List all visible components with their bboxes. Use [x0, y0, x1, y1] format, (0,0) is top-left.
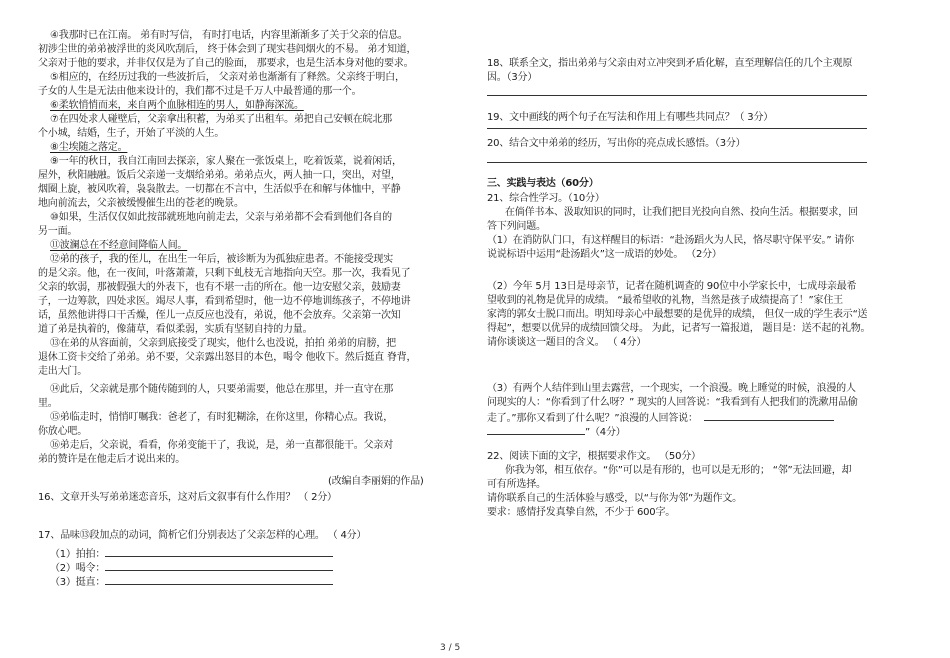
- question-22-body-2: 可有所选择。: [487, 479, 546, 490]
- question-18-line-2: 因。（3分）: [487, 72, 538, 83]
- para-9-line-2: 屋外，秋阳融融。饭后父亲递一支烟给弟弟。弟弟点火，两人抽一口，突出，对望，: [38, 170, 401, 181]
- para-14-line-1: ⑭此后，父亲就是那个随传随到的人，只要弟需要，他总在那里，并一直守在那: [50, 384, 393, 395]
- question-17: 17、品味⑬段加点的动词，简析它们分别表达了父亲怎样的心理。 （ 4分）: [38, 530, 367, 541]
- para-12-line-2: 的是父亲。他，在一夜间，叶落萧萧，只剩下虬枝无言地指向天空。那一次，我看见了: [38, 268, 411, 279]
- question-21-1-line-1: （1）在消防队门口，有这样醒目的标语：“赴汤蹈火为人民，恪尽职守保平安。” 请你: [487, 235, 854, 246]
- para-4-line-3: 父亲对于他的要求，并非仅仅是为了自己的脸面， 那要求，也是生活本身对他的要求。: [38, 58, 414, 69]
- para-15-line-1: ⑮弟临走时，悄悄叮嘱我：爸老了，有时犯糊涂，在你这里，你精心点。我说，: [50, 412, 393, 423]
- answer-blank-21-3a[interactable]: [704, 411, 834, 421]
- para-12-line-4: 子，一边筹款，四处求医。竭尽人事，看到希望时，他一边不停地训练孩子，不停地讲: [38, 296, 411, 307]
- para-12-line-6: 道了弟是执着的，像蒲草，看似柔弱，实质有坚韧自持的力量。: [38, 324, 313, 335]
- para-16-line-1: ⑯弟走后，父亲说，看看，你弟变能干了，我说，是，弟一直都很能干。父亲对: [50, 440, 393, 451]
- para-13-line-2: 退休工资卡交给了弟弟。弟不要，父亲露出怒目的本色，喝令 他收下。然后挺直 脊背，: [38, 352, 417, 363]
- question-21-intro-2: 答下列问题。: [487, 221, 546, 232]
- para-11-underlined: ⑪波澜总在不经意间降临人间。: [50, 240, 188, 251]
- question-17-item-3: （3）挺直：: [50, 575, 333, 589]
- question-17-item-2: （2）喝令：: [50, 561, 333, 575]
- section-3-heading: 三、实践与表达（60分）: [487, 178, 599, 189]
- question-21-3-line-4: ”（4分）: [487, 425, 626, 439]
- para-7-line-2: 个小城，结婚，生子，开始了平淡的人生。: [38, 128, 225, 139]
- answer-line-18[interactable]: [487, 95, 867, 96]
- question-21: 21、综合性学习。（10分）: [487, 193, 605, 204]
- question-21-intro-1: 在倘佯书本、汲取知识的同时，让我们把目光投向自然、投向生活。根据要求，回: [505, 207, 858, 218]
- answer-blank-1[interactable]: [105, 547, 333, 557]
- answer-line-20[interactable]: [487, 162, 867, 163]
- para-7-line-1: ⑦在四处求人碰壁后，父亲拿出积蓄，为弟买了出租车。弟把自己安顿在皖北那: [50, 114, 392, 125]
- para-4-line-2: 初涉尘世的弟弟被浮世的炎风吹刮后， 终于体会到了现实巷闾烟火的不易。 弟才知道，: [38, 44, 417, 55]
- para-8-underlined: ⑧尘埃随之落定。: [50, 142, 128, 153]
- para-9-line-1: ⑨一年的秋日，我自江南回去探亲，家人聚在一张饭桌上，吃着饭菜，说着闲话，: [50, 156, 402, 167]
- para-16-line-2: 弟的赞许是在他走后才说出来的。: [38, 454, 185, 465]
- question-21-2-line-3: 家湾的郭女士脱口而出。明知母亲心中最想要的是优异的成绩， 但仅一成的学生表示“送: [487, 309, 868, 320]
- para-4-line-1: ④我那时已在江南。 弟有时写信， 有时打电话，内容里渐渐多了关于父亲的信息。: [50, 30, 408, 41]
- para-5-line-1: ⑤相应的，在经历过我的一些波折后， 父亲对弟也渐渐有了释然。父亲终于明白，: [50, 72, 405, 83]
- question-22-body-3: 请你联系自己的生活体验与感受，以“与你为邻”为题作文。: [487, 493, 742, 504]
- para-6-underlined: ⑥柔软悄悄而来，来自两个血脉相连的男人，如静海深流。: [50, 100, 304, 111]
- para-9-line-3: 烟圈上旋，被风吹着，袅袅散去。一切都在不言中，生活似乎在和解与体恤中，平静: [38, 184, 401, 195]
- answer-line-19[interactable]: [487, 128, 867, 129]
- question-21-3-line-1: （3）有两个人结伴到山里去露营，一个现实，一个浪漫。晚上睡觉的时候，浪漫的人: [487, 383, 856, 394]
- question-20: 20、结合文中弟弟的经历，写出你的亮点成长感悟。（3分）: [487, 138, 746, 149]
- question-19: 19、文中画线的两个句子在写法和作用上有哪些共同点？（ 3分）: [487, 112, 774, 123]
- question-18-line-1: 18、联系全文，指出弟弟与父亲由对立冲突到矛盾化解，直至理解信任的几个主观原: [487, 58, 853, 69]
- para-13-line-1: ⑬在弟的从容面前，父亲到底接受了现实，他什么也没说，拍拍 弟弟的肩膀，把: [50, 338, 396, 349]
- para-5-line-2: 子女的人生是无法由他来设计的，我们都不过是千万人中最普通的那一个。: [38, 86, 362, 97]
- question-17-item-1: （1）拍拍：: [50, 547, 333, 561]
- para-10-line-2: 另一面。: [38, 226, 78, 237]
- para-13-line-3: 走出大门。: [38, 366, 87, 377]
- question-22-body-4: 要求：感情抒发真挚自然，不少于 600字。: [487, 507, 676, 518]
- source-note: (改编自李丽娟的作品): [328, 476, 424, 487]
- para-14-line-2: 里。: [38, 398, 58, 409]
- question-21-1-line-2: 说说标语中运用“赴汤蹈火”这一成语的妙处。 （2分）: [487, 249, 722, 260]
- question-21-2-line-1: （2）今年 5月 13日是母亲节，记者在随机调查的 90位中小学家长中，七成母亲最希: [487, 281, 857, 292]
- question-21-2-line-2: 望收到的礼物是优异的成绩。 “最希望收的礼物，当然是孩子成绩提高了！”家住王: [487, 295, 843, 306]
- page-number: 3 / 5: [440, 643, 461, 653]
- question-16: 16、文章开头写弟弟迷恋音乐，这对后文叙事有什么作用？ （ 2分）: [38, 492, 337, 503]
- para-9-line-4: 地向前流去，父亲被缓慢催生出的苍老的晚景。: [38, 198, 244, 209]
- para-10-line-1: ⑩如果，生活仅仅如此按部就班地向前走去，父亲与弟弟都不会看到他们各自的: [50, 212, 392, 223]
- question-21-3-line-2: 问现实的人：“你看到了什么呀？” 现实的人回答说：“我看到有人把我们的洗漱用品偷: [487, 397, 858, 408]
- answer-blank-2[interactable]: [105, 561, 333, 571]
- answer-blank-3[interactable]: [105, 575, 333, 585]
- para-15-line-2: 你放心吧。: [38, 426, 87, 437]
- question-22-body-1: 你我为邻，相互依存。“你”可以是有形的，也可以是无形的； “邻”无法回避，却: [505, 465, 852, 476]
- para-12-line-5: 话，虽然他讲得口干舌燥，侄儿一点反应也没有，弟说，他不会放弃。父亲第一次知: [38, 310, 401, 321]
- para-12-line-3: 父亲的软弱，那被假强大的外表下，也有不堪一击的所在。他一边安慰父亲，鼓励妻: [38, 282, 401, 293]
- answer-blank-21-3b[interactable]: [487, 425, 585, 435]
- question-21-3-line-3: 走了。”那你又看到了什么呢？”浪漫的人回答说：: [487, 411, 834, 425]
- question-22: 22、阅读下面的文字，根据要求作文。 （50分）: [487, 451, 701, 462]
- para-12-line-1: ⑫弟的孩子，我的侄儿，在出生一年后，被诊断为为孤独症患者。不能接受现实: [50, 254, 393, 265]
- question-21-2-line-5: 请你谈谈这一题目的含义。 （ 4分）: [487, 337, 647, 348]
- question-21-2-line-4: 得起”，想要以优异的成绩回馈父母。 为此，记者写一篇报道， 题目是：送不起的礼物。: [487, 323, 871, 334]
